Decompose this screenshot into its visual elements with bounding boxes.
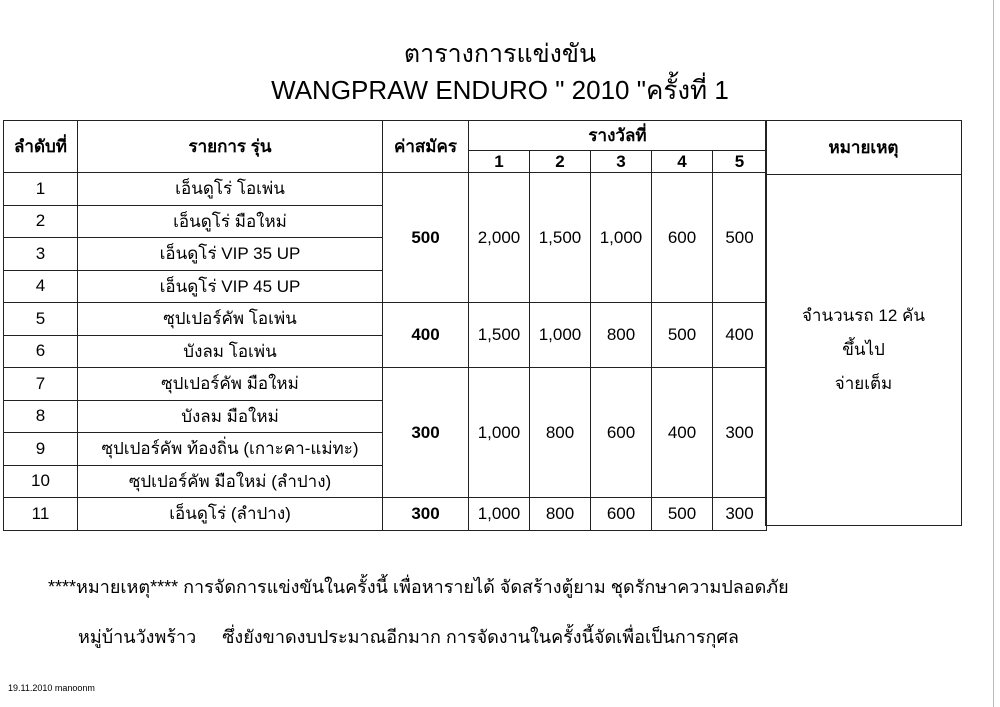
header-no: ลำดับที่ [4, 121, 78, 173]
row-number: 9 [4, 433, 78, 466]
page-title-english: WANGPRAW ENDURO " 2010 "ครั้งที่ 1 [271, 75, 729, 105]
class-name: ซุปเปอร์คัพ มือใหม่ [78, 368, 383, 401]
prize-cell: 800 [530, 498, 591, 531]
class-name: เอ็นดูโร่ VIP 45 UP [78, 270, 383, 303]
header-prize-rank: 2 [530, 151, 591, 173]
class-name: เอ็นดูโร่ โอเพ่น [78, 173, 383, 206]
document-stamp: 19.11.2010 manoonm [8, 683, 95, 693]
class-name: บังลม มือใหม่ [78, 400, 383, 433]
prize-cell: 600 [591, 368, 652, 498]
footer-remark-line-1: ****หมายเหตุ**** การจัดการแข่งขันในครั้งนี้ เพื่อหารายได้ จัดสร้างตู้ยาม ชุดรักษาความปลอดภัย [48, 577, 789, 597]
prize-cell: 300 [713, 368, 767, 498]
footer-remark-line-2 [78, 622, 739, 651]
prize-cell: 800 [530, 368, 591, 498]
table-row [4, 303, 767, 336]
prize-cell: 1,000 [591, 173, 652, 303]
prize-cell: 300 [713, 498, 767, 531]
row-number: 11 [4, 498, 78, 531]
note-line: ขึ้นไป [842, 340, 885, 359]
row-number: 7 [4, 368, 78, 401]
note-line: จำนวนรถ 12 คัน [801, 306, 926, 325]
prize-cell: 500 [713, 173, 767, 303]
footer-remark-text: ซึ่งยังขาดงบประมาณอีกมาก การจัดงานในครั้งนี้จัดเพื่อเป็นการกุศล [222, 627, 739, 647]
prize-cell: 600 [591, 498, 652, 531]
note-table [765, 120, 962, 526]
row-number: 8 [4, 400, 78, 433]
class-name: เอ็นดูโร่ (ลำปาง) [78, 498, 383, 531]
class-name: ซุปเปอร์คัพ โอเพ่น [78, 303, 383, 336]
prize-cell: 500 [652, 498, 713, 531]
prize-cell: 800 [591, 303, 652, 368]
prize-cell: 1,500 [469, 303, 530, 368]
header-class: รายการ รุ่น [78, 121, 383, 173]
prize-cell: 1,000 [469, 498, 530, 531]
fee-cell: 400 [383, 303, 469, 368]
fee-cell: 300 [383, 368, 469, 498]
class-name: บังลม โอเพ่น [78, 335, 383, 368]
prize-cell: 500 [652, 303, 713, 368]
row-number: 1 [4, 173, 78, 206]
table-row [4, 498, 767, 531]
note-cell [766, 175, 962, 526]
row-number: 10 [4, 465, 78, 498]
row-number: 3 [4, 238, 78, 271]
fee-cell: 500 [383, 173, 469, 303]
schedule-table [3, 120, 767, 531]
prize-cell: 1,000 [469, 368, 530, 498]
note-line: จ่ายเต็ม [834, 374, 893, 393]
header-prize-rank: 5 [713, 151, 767, 173]
header-prize-rank: 1 [469, 151, 530, 173]
prize-cell: 400 [713, 303, 767, 368]
class-name: ซุปเปอร์คัพ ท้องถิ่น (เกาะคา-แม่ทะ) [78, 433, 383, 466]
page-title-thai: ตารางการแข่งขัน [403, 40, 597, 68]
header-prize-rank: 3 [591, 151, 652, 173]
table-row [4, 368, 767, 401]
row-number: 6 [4, 335, 78, 368]
header-note: หมายเหตุ [766, 121, 962, 175]
row-number: 5 [4, 303, 78, 336]
prize-cell: 400 [652, 368, 713, 498]
header-prize: รางวัลที่ [469, 121, 767, 151]
row-number: 4 [4, 270, 78, 303]
class-name: เอ็นดูโร่ VIP 35 UP [78, 238, 383, 271]
row-number: 2 [4, 205, 78, 238]
class-name: เอ็นดูโร่ มือใหม่ [78, 205, 383, 238]
header-prize-rank: 4 [652, 151, 713, 173]
prize-cell: 600 [652, 173, 713, 303]
prize-cell: 1,000 [530, 303, 591, 368]
header-fee: ค่าสมัคร [383, 121, 469, 173]
prize-cell: 2,000 [469, 173, 530, 303]
table-row [4, 173, 767, 206]
prize-cell: 1,500 [530, 173, 591, 303]
footer-village: หมู่บ้านวังพร้าว [78, 627, 197, 647]
class-name: ซุปเปอร์คัพ มือใหม่ (ลำปาง) [78, 465, 383, 498]
fee-cell: 300 [383, 498, 469, 531]
